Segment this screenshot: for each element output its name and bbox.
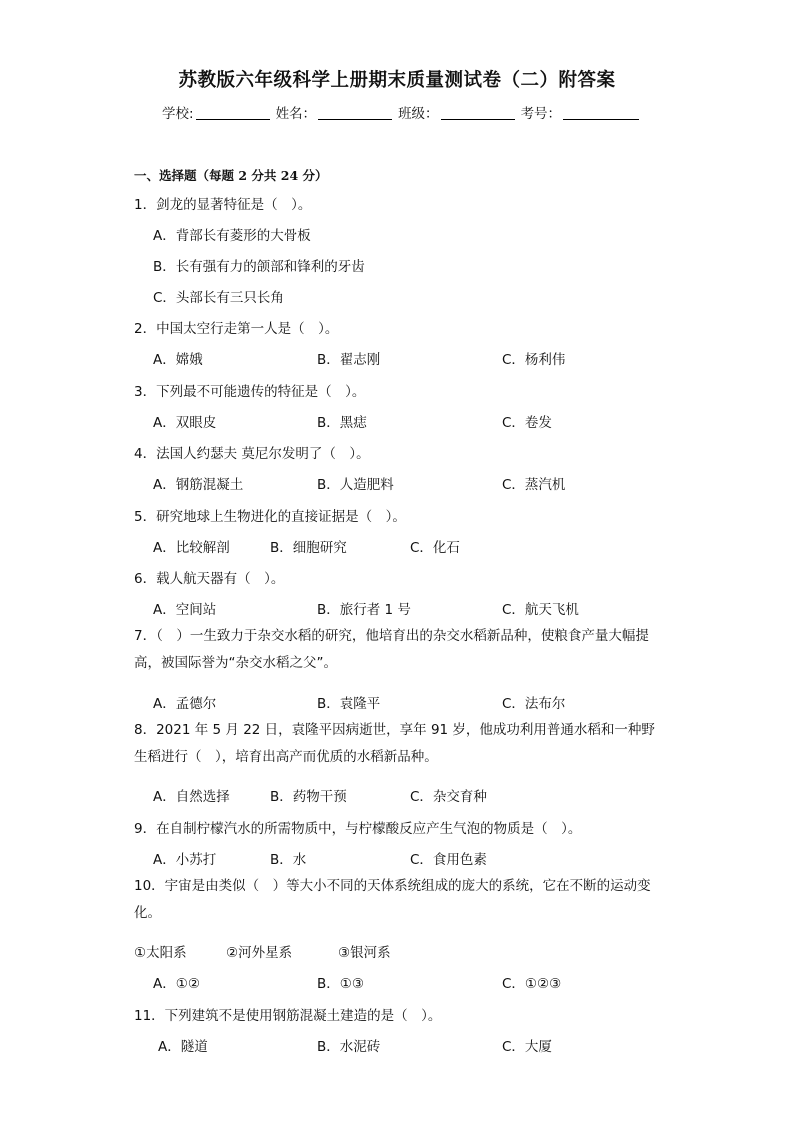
student-info-line xyxy=(162,102,645,122)
section-heading: 一、选择题（每题 2 分共 24 分） xyxy=(134,168,328,183)
question-10-option-a: A．①② xyxy=(153,976,200,992)
question-5-option-a: A．比较解剖 xyxy=(153,540,230,556)
school-label: 学校: xyxy=(162,106,194,122)
question-8-stem: 8．2021 年 5 月 22 日，袁隆平因病逝世，享年 91 岁，他成功利用普通水稻和一种野生稻进行（ ），培育出高产而优质的水稻新品种。 xyxy=(134,722,655,765)
question-8-option-b: B．药物干预 xyxy=(270,789,347,805)
class-label: 班级： xyxy=(398,106,439,122)
question-1-option-a: A．背部长有菱形的大骨板 xyxy=(153,228,311,244)
question-10-item-2: ②河外星系 xyxy=(226,945,293,961)
question-3-option-a: A．双眼皮 xyxy=(153,415,217,431)
question-8-option-a: A．自然选择 xyxy=(153,789,230,805)
question-3-stem: 3．下列最不可能遗传的特征是（ ）。 xyxy=(134,384,366,400)
question-10-item-3: ③银河系 xyxy=(338,945,391,961)
question-6-option-c: C．航天飞机 xyxy=(502,602,579,618)
question-11-stem: 11．下列建筑不是使用钢筋混凝土建造的是（ ）。 xyxy=(134,1008,442,1024)
question-3-option-c: C．卷发 xyxy=(502,415,552,431)
question-4-option-c: C．蒸汽机 xyxy=(502,477,566,493)
question-4-stem: 4．法国人约瑟夫 莫尼尔发明了（ ）。 xyxy=(134,446,370,462)
question-9-option-c: C．食用色素 xyxy=(410,852,487,868)
question-10-item-1: ①太阳系 xyxy=(134,945,187,961)
question-9-option-a: A．小苏打 xyxy=(153,852,217,868)
question-10-option-b: B．①③ xyxy=(317,976,364,992)
exam-no-label: 考号： xyxy=(520,106,562,122)
question-8-option-c: C．杂交育种 xyxy=(410,789,487,805)
question-1-stem: 1．剑龙的显著特征是（ ）。 xyxy=(134,197,312,213)
question-4-option-a: A．钢筋混凝土 xyxy=(153,477,244,493)
question-7-option-a: A．孟德尔 xyxy=(153,696,217,712)
question-2-option-c: C．杨利伟 xyxy=(502,352,566,368)
question-1-option-b: B．长有强有力的颌部和锋利的牙齿 xyxy=(153,259,365,275)
question-7-option-c: C．法布尔 xyxy=(502,696,566,712)
question-11-option-a: A．隧道 xyxy=(158,1039,208,1055)
question-10-option-c: C．①②③ xyxy=(502,976,562,992)
question-5-option-b: B．细胞研究 xyxy=(270,540,347,556)
question-7-stem: 7．（ ）一生致力于杂交水稻的研究，他培育出的杂交水稻新品种，使粮食产量大幅提高，被国际誉为“杂交水稻之父”。 xyxy=(134,628,649,671)
question-6-stem: 6．载人航天器有（ ）。 xyxy=(134,571,285,587)
question-5-stem: 5．研究地球上生物进化的直接证据是（ ）。 xyxy=(134,509,406,525)
question-5-option-c: C．化石 xyxy=(410,540,460,556)
question-3-option-b: B．黑痣 xyxy=(317,415,367,431)
question-2-option-a: A．嫦娥 xyxy=(153,352,203,368)
question-9-stem: 9．在自制柠檬汽水的所需物质中，与柠檬酸反应产生气泡的物质是（ ）。 xyxy=(134,821,582,837)
name-label: 姓名： xyxy=(275,106,317,122)
question-7-option-b: B．袁隆平 xyxy=(317,696,381,712)
exam-no-blank[interactable] xyxy=(563,105,639,120)
school-blank[interactable] xyxy=(196,105,270,120)
question-2-option-b: B．翟志刚 xyxy=(317,352,381,368)
question-11-option-c: C．大厦 xyxy=(502,1039,552,1055)
question-4-option-b: B．人造肥料 xyxy=(317,477,394,493)
class-blank[interactable] xyxy=(441,105,515,120)
question-2-stem: 2．中国太空行走第一人是（ ）。 xyxy=(134,321,339,337)
question-6-option-b: B．旅行者 1 号 xyxy=(317,602,411,618)
question-6-option-a: A．空间站 xyxy=(153,602,217,618)
question-10-stem: 10．宇宙是由类似（ ）等大小不同的天体系统组成的庞大的系统，它在不断的运动变化。 xyxy=(134,878,651,921)
page-title: 苏教版六年级科学上册期末质量测试卷（二）附答案 xyxy=(178,70,616,91)
question-1-option-c: C．头部长有三只长角 xyxy=(153,290,284,306)
name-blank[interactable] xyxy=(318,105,392,120)
question-11-option-b: B．水泥砖 xyxy=(317,1039,381,1055)
question-9-option-b: B．水 xyxy=(270,852,307,868)
